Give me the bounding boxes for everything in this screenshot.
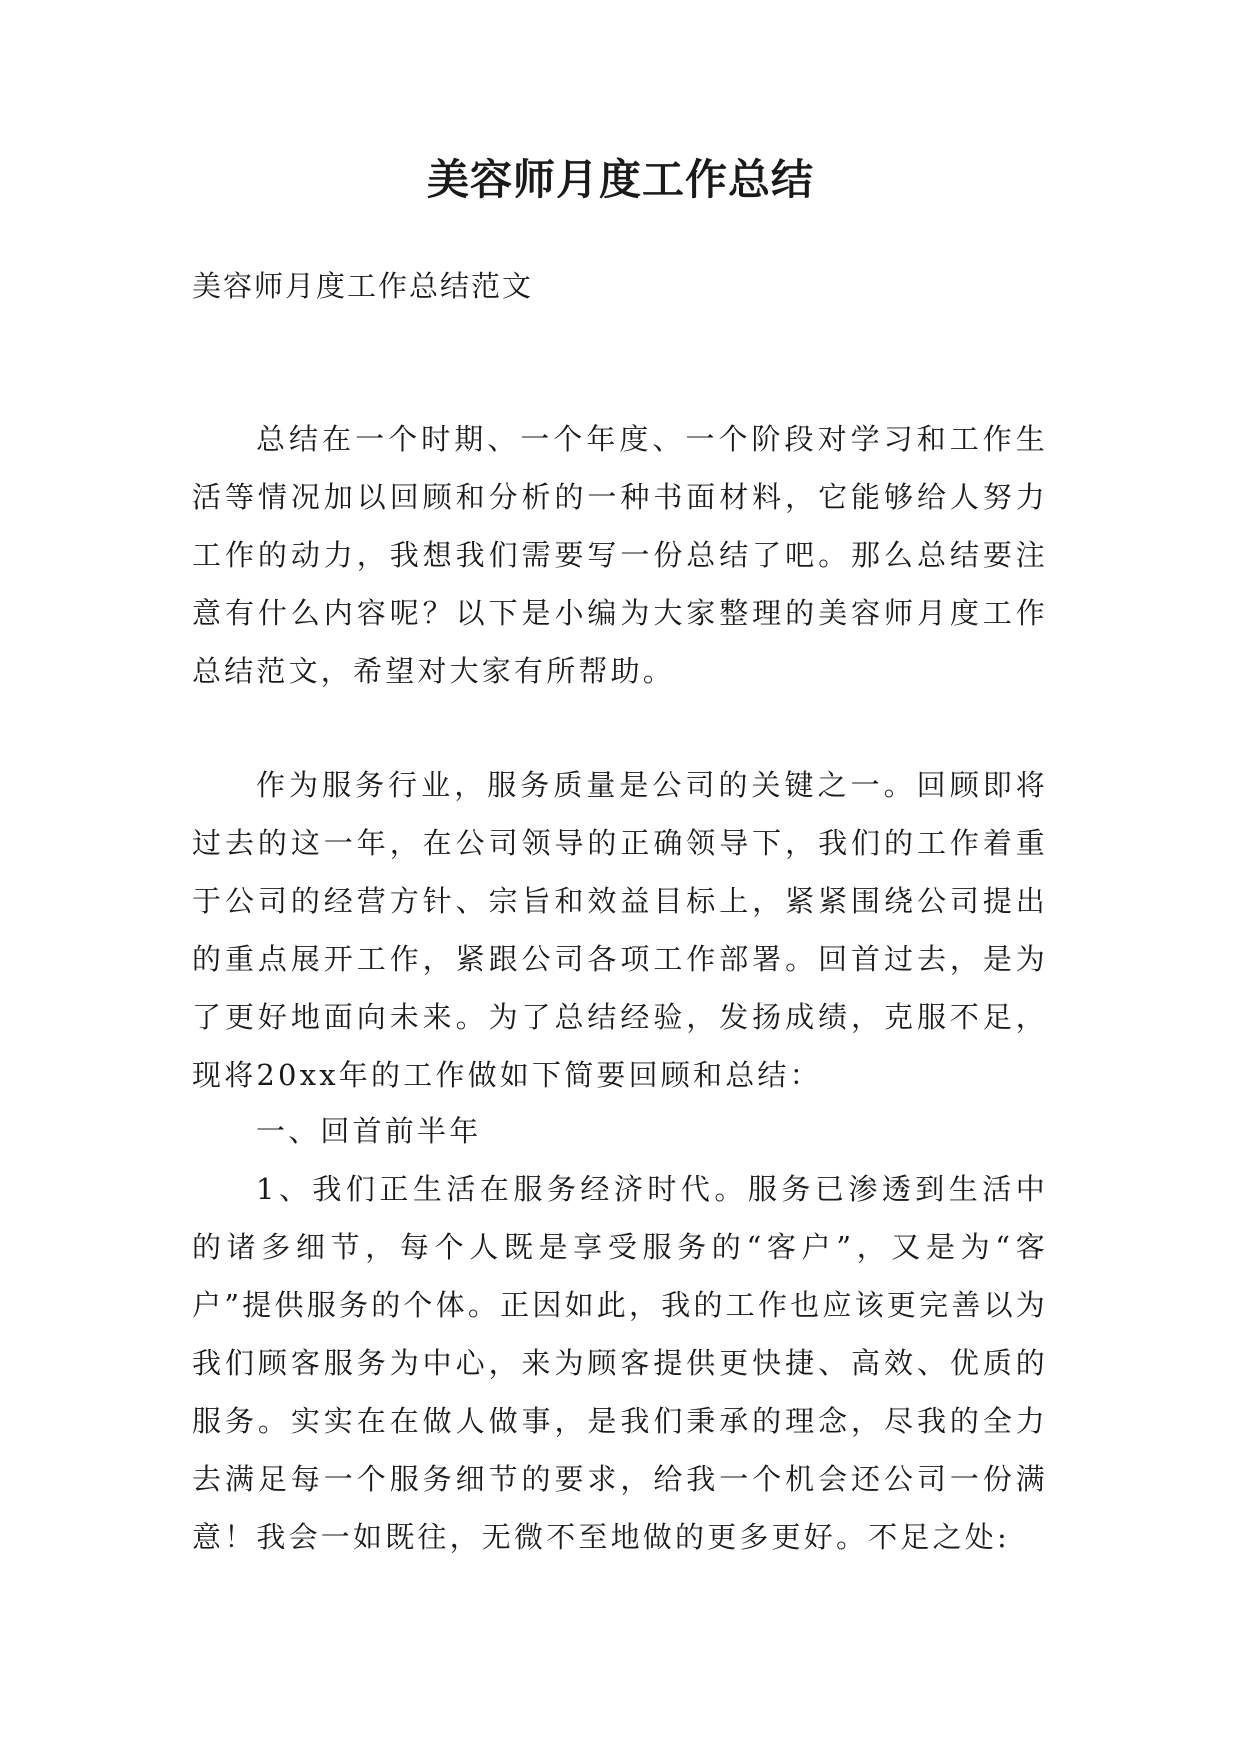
document-title: 美容师月度工作总结: [426, 155, 814, 204]
section-point-paragraph: 1、我们正生活在服务经济时代。服务已渗透到生活中的诸多细节，每个人既是享受服务的“客户”，又是为“客户”提供服务的个体。正因如此，我的工作也应该更完善以为我们顾客服务为中心，来为顾客提供更快捷、高效、优质的服务。实实在在做人做事，是我们秉承的理念，尽我的全力去满足每一个服务细节的要求，给我一个机会还公司一份满意！我会一如既往，无微不至地做的更多更好。不足之处:: [192, 1172, 1048, 1554]
body-paragraph: 作为服务行业，服务质量是公司的关键之一。回顾即将过去的这一年，在公司领导的正确领导下，我们的工作着重于公司的经营方针、宗旨和效益目标上，紧紧围绕公司提出的重点展开工作，紧跟公司各项工作部署。回首过去，是为了更好地面向未来。为了总结经验，发扬成绩，克服不足，现将20xx年的工作做如下简要回顾和总结：: [192, 768, 1048, 1092]
intro-paragraph: 总结在一个时期、一个年度、一个阶段对学习和工作生活等情况加以回顾和分析的一种书面材料，它能够给人努力工作的动力，我想我们需要写一份总结了吧。那么总结要注意有什么内容呢？以下是小编为大家整理的美容师月度工作总结范文，希望对大家有所帮助。: [192, 422, 1048, 688]
document-subtitle: 美容师月度工作总结范文: [192, 269, 534, 303]
section-heading: 一、回首前半年: [256, 1114, 482, 1148]
